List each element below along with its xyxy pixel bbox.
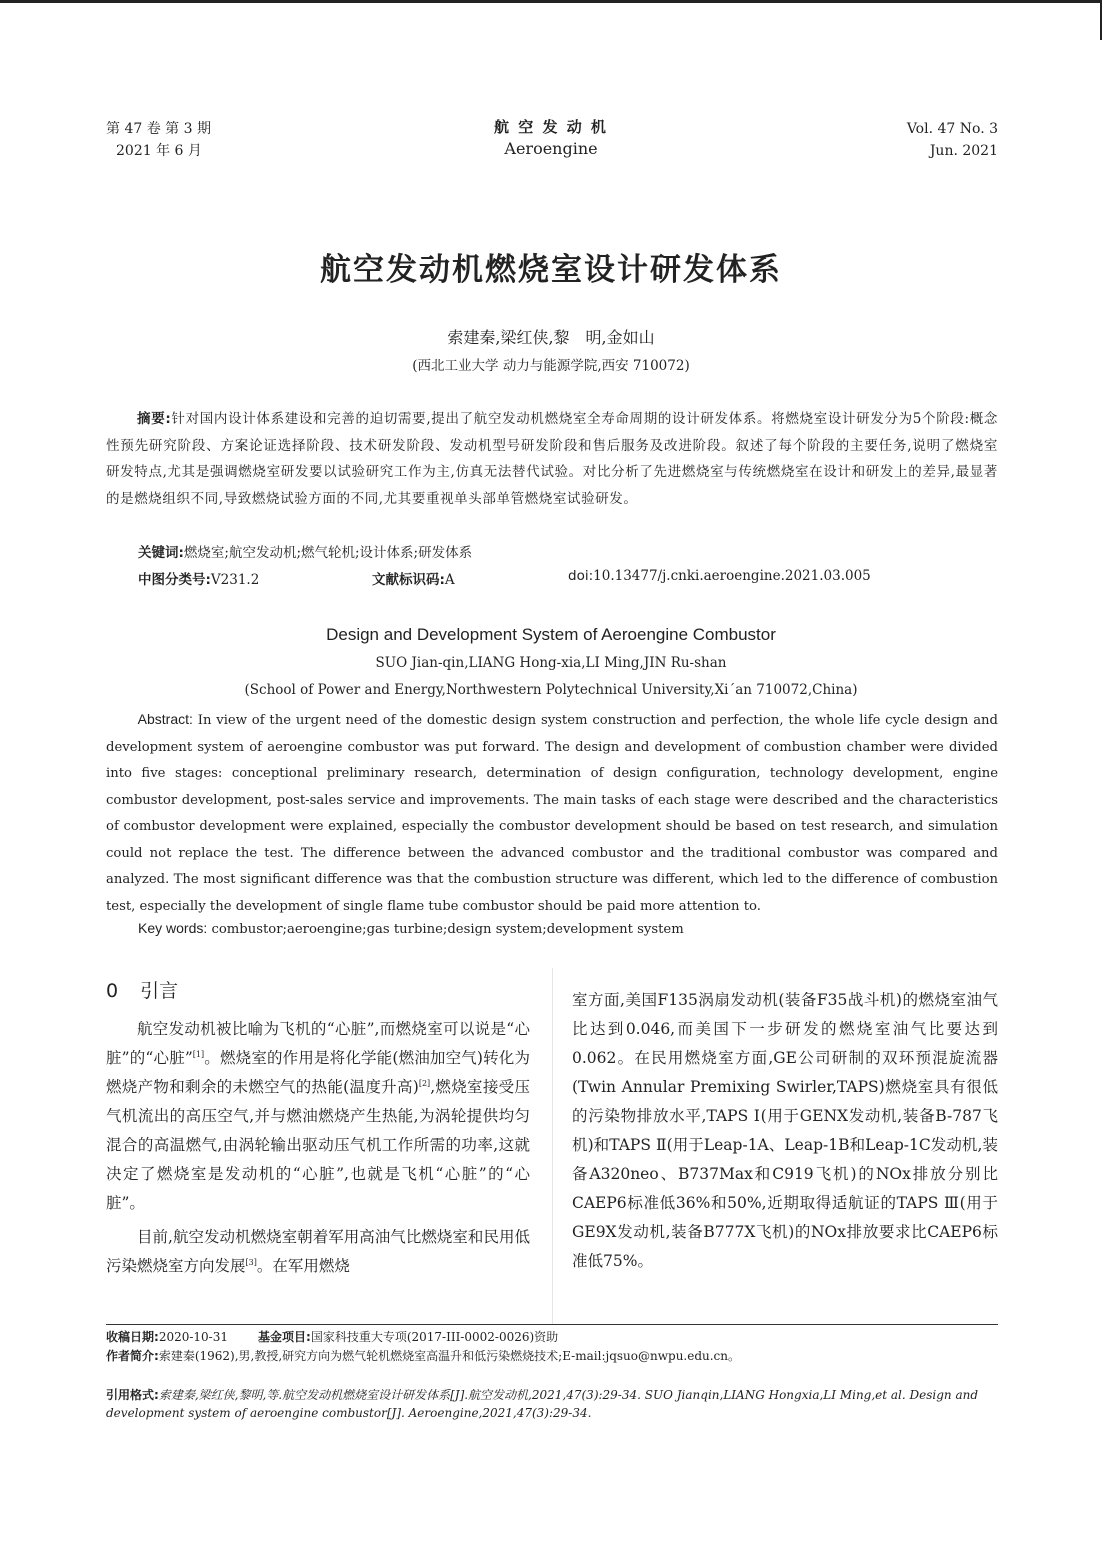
citation-format: 引用格式:索建秦,梁红侠,黎明,等.航空发动机燃烧室设计研发体系[J].航空发动机,2021,47(3):29-34. SUO Jianqin,LIANG Hongxia,LI Ming,et al. Design and development system of aeroengine combustor[J]. Aeroengine,2021,47(3):29-34. (106, 1388, 979, 1420)
keywords-cn-text: 燃烧室;航空发动机;燃气轮机;设计体系;研发体系 (183, 545, 473, 561)
section-number: 0 (106, 980, 119, 1002)
header-center (451, 116, 651, 160)
footnote-rule (106, 1324, 998, 1325)
footnote-received: 收稿日期:2020-10-31 基金项目:国家科技重大专项(2017-III-0002-0026)资助 (106, 1330, 559, 1344)
footnote-author: 作者简介:索建秦(1962),男,教授,研究方向为燃气轮机燃烧室高温升和低污染燃烧技术;E-mail:jqsuo@nwpu.edu.cn。 (106, 1349, 741, 1363)
keywords-en-text: combustor;aeroengine;gas turbine;design system;development system (211, 922, 684, 937)
abstract-cn (106, 406, 998, 512)
keywords-cn-label: 关键词: (138, 545, 184, 561)
abstract-en-label: Abstract: (137, 711, 193, 727)
issue-cn: 第 47 卷 第 3 期 (106, 121, 211, 137)
right-column (572, 986, 998, 1276)
abstract-en-text: In view of the urgent need of the domestic design system construction and perfection, the whole life cycle design and development system of aeroengine combustor was put forward. The design and development of combustion chamber were divided into five stages: conceptional preliminary research, determination of design configuration, technology development, engine combustor development, post-sales service and improvements. The main tasks of each stage were described and the characteristics of combustor development were explained, especially the combustor development should be based on test research, and simulation could not replace the test. The difference between the advanced combustor and the traditional combustor was compared and analyzed. The most significant difference was that the combustion structure was different, which led to the difference of combustion test, especially the development of single flame tube combustor should be paid more attention to. (106, 713, 998, 914)
abstract-cn-text: 针对国内设计体系建设和完善的迫切需要,提出了航空发动机燃烧室全寿命周期的设计研发体系。将燃烧室设计研发分为5个阶段:概念性预先研究阶段、方案论证选择阶段、技术研发阶段、发动机型号研发阶段和售后服务及改进阶段。叙述了每个阶段的主要任务,说明了燃烧室研发特点,尤其是强调燃烧室研发要以试验研究工作为主,仿真无法替代试验。对比分析了先进燃烧室与传统燃烧室在设计和研发上的差异,最显著的是燃烧组织不同,导致燃烧试验方面的不同,尤其要重视单头部单管燃烧室试验研发。 (106, 411, 998, 507)
ref-2[interactable]: [2] (418, 1078, 431, 1088)
abstract-en (106, 706, 998, 920)
keywords-cn (138, 541, 472, 561)
document-code: 文献标识码:A (372, 572, 455, 588)
keywords-en (138, 920, 684, 937)
top-border (0, 0, 1102, 3)
journal-name-en: Aeroengine (504, 139, 598, 158)
intro-paragraph-2: 目前,航空发动机燃烧室朝着军用高油气比燃烧室和民用低污染燃烧室方向发展[3]。在军用燃烧 (106, 1228, 530, 1275)
ref-3[interactable]: [3] (245, 1257, 257, 1267)
clc-number: 中图分类号:V231.2 (138, 572, 260, 588)
date-cn: 2021 年 6 月 (116, 143, 202, 159)
paper-title-en: Design and Development System of Aeroengine Combustor (326, 625, 776, 644)
affiliation-en: (School of Power and Energy,Northwestern Polytechnical University,Xi´an 710072,China) (244, 682, 858, 698)
keywords-en-label: Key words: (138, 920, 208, 936)
section-heading (106, 976, 178, 1003)
volume-en: Vol. 47 No. 3 (906, 121, 998, 137)
paper-title-cn: 航空发动机燃烧室设计研发体系 (320, 252, 782, 288)
authors-en: SUO Jian-qin,LIANG Hong-xia,LI Ming,JIN Ru-shan (375, 655, 727, 671)
authors-cn: 索建秦,梁红侠,黎 明,金如山 (447, 328, 655, 347)
intro-paragraph-1: 航空发动机被比喻为飞机的“心脏”,而燃烧室可以说是“心脏”的“心脏”[1]。燃烧室的作用是将化学能(燃油加空气)转化为燃烧产物和剩余的未燃空气的热能(温度升高)[2],燃烧室接受压气机流出的高压空气,并与燃油燃烧产生热能,为涡轮提供均匀混合的高温燃气,由涡轮输出驱动压气机工作所需的功率,这就决定了燃烧室是发动机的“心脏”,也就是飞机“心脏”的“心脏”。 (106, 1020, 530, 1212)
ref-1[interactable]: [1] (192, 1049, 205, 1059)
section-title: 引言 (140, 980, 179, 1002)
doi: doi:10.13477/j.cnki.aeroengine.2021.03.005 (568, 568, 871, 584)
intro-paragraph-continued: 室方面,美国F135涡扇发动机(装备F35战斗机)的燃烧室油气比达到0.046,而美国下一步研发的燃烧室油气比要达到0.062。在民用燃烧室方面,GE公司研制的双环预混旋流器(Twin Annular Premixing Swirler,TAPS)燃烧室具有很低的污染物排放水平,TAPS Ⅰ(用于GENX发动机,装备B-787飞机)和TAPS Ⅱ(用于Leap-1A、Leap-1B和Leap-1C发动机,装备A320neo、B737Max和C919飞机)的NOx排放分别比CAEP6标准低36%和50%,近期取得适航证的TAPS Ⅲ(用于GE9X发动机,装备B777X飞机)的NOx排放要求比CAEP6标准低75%。 (572, 991, 998, 1270)
journal-name-cn: 航 空 发 动 机 (494, 118, 608, 136)
left-column (106, 1015, 530, 1281)
date-en: Jun. 2021 (929, 143, 998, 159)
header-right (907, 118, 998, 162)
abstract-cn-label: 摘要: (137, 411, 172, 427)
column-divider (552, 968, 553, 1324)
affiliation-cn: (西北工业大学 动力与能源学院,西安 710072) (412, 358, 690, 374)
header-left (106, 118, 211, 162)
